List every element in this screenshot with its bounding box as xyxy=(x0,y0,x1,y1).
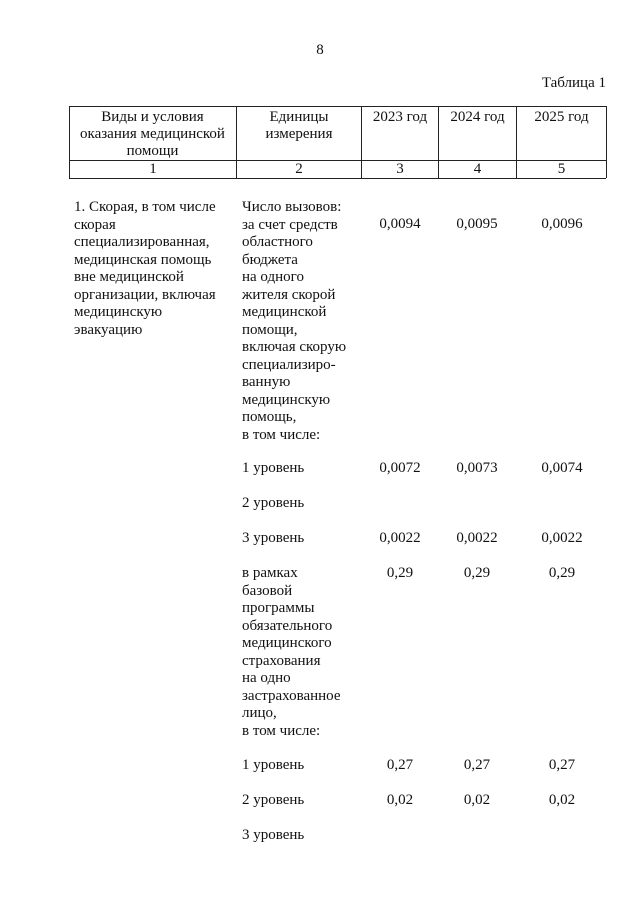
col-border-right xyxy=(606,106,607,178)
section-title: 1. Скорая, в том числе скорая специализированная, медицинская помощь вне медицинской организации, включая медицинскую эвакуацию xyxy=(74,199,216,338)
row-unit: в рамках базовой программы обязательного медицинского страхования на одно застрахованное лицо, в том числе: xyxy=(242,565,341,739)
row-value-2025: 0,0074 xyxy=(541,460,583,476)
row-value-2023: 0,0094 xyxy=(379,216,421,232)
column-numbers-bottom-border xyxy=(69,178,606,179)
row-unit: Число вызовов: за счет средств областного бюджета на одного жителя скорой медицинской помощи, включая скорую специализиро- ванную медицинскую помощь, в том числе: xyxy=(242,199,347,443)
row-value-2024: 0,27 xyxy=(463,757,491,773)
row-value-2023: 0,0022 xyxy=(379,530,421,546)
row-value-2023: 0,0072 xyxy=(379,460,421,476)
column-number-5: 5 xyxy=(557,161,566,177)
row-unit: 3 уровень xyxy=(242,530,305,546)
header-2025: 2025 год xyxy=(534,109,589,125)
column-number-3: 3 xyxy=(396,161,404,177)
row-value-2024: 0,0095 xyxy=(456,216,498,232)
header-units: Единицы измерения xyxy=(265,109,333,142)
header-care-type: Виды и условия оказания медицинской помощи xyxy=(80,109,225,159)
row-value-2025: 0,0096 xyxy=(541,216,583,232)
row-unit: 2 уровень xyxy=(242,792,305,808)
row-unit: 1 уровень xyxy=(242,757,305,773)
row-value-2025: 0,27 xyxy=(548,757,576,773)
header-2023: 2023 год xyxy=(372,109,428,125)
row-value-2024: 0,02 xyxy=(463,792,491,808)
table-caption: Таблица 1 xyxy=(541,75,606,91)
row-value-2025: 0,02 xyxy=(548,792,576,808)
row-unit: 3 уровень xyxy=(242,827,305,843)
row-value-2024: 0,0022 xyxy=(456,530,498,546)
row-value-2024: 0,29 xyxy=(463,565,491,581)
row-unit: 2 уровень xyxy=(242,495,305,511)
column-number-1: 1 xyxy=(149,161,157,177)
row-value-2024: 0,0073 xyxy=(456,460,498,476)
row-value-2025: 0,29 xyxy=(548,565,576,581)
page-number: 8 xyxy=(316,42,324,58)
header-2024: 2024 год xyxy=(450,109,505,125)
row-value-2025: 0,0022 xyxy=(541,530,583,546)
row-unit: 1 уровень xyxy=(242,460,305,476)
column-number-2: 2 xyxy=(295,161,303,177)
row-value-2023: 0,02 xyxy=(386,792,414,808)
row-value-2023: 0,27 xyxy=(386,757,414,773)
table-top-border xyxy=(69,106,606,107)
row-value-2023: 0,29 xyxy=(386,565,414,581)
column-number-4: 4 xyxy=(473,161,482,177)
